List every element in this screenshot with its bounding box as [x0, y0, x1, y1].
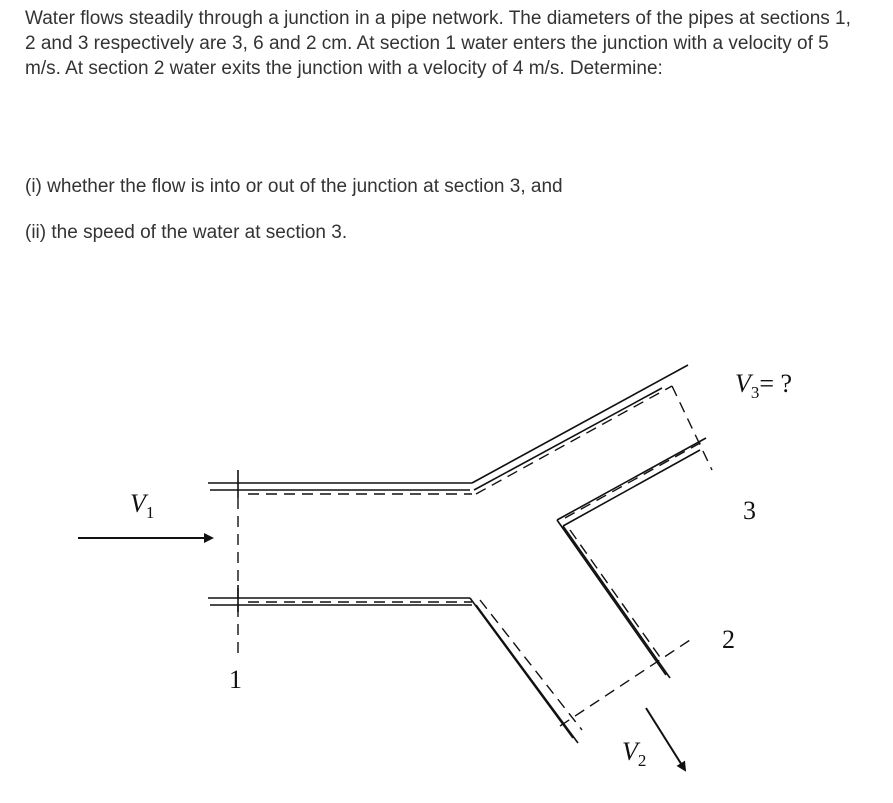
pipe2-right-wall-inner — [563, 526, 670, 678]
v3-label: $V_3=$ ? — [735, 369, 793, 402]
pipe2-right-wall-outer — [557, 520, 666, 675]
pipe3-lower-centerline — [565, 442, 702, 518]
v1-label: $V_1$ — [130, 489, 155, 522]
v2-label: $V_2$ — [622, 737, 647, 770]
section1-label: 1 — [229, 665, 242, 694]
question-part-i: (i) whether the flow is into or out of the junction at section 3, and — [25, 176, 563, 197]
pipe2-left-centerline — [480, 600, 582, 730]
section3-cut-line — [672, 386, 712, 470]
v2-flow-arrow — [646, 708, 685, 770]
section2-cut-line — [560, 640, 690, 726]
pipe2-left-wall-inner — [476, 605, 578, 743]
pipe3-upper-wall-inner — [474, 388, 662, 490]
section3-label: 3 — [743, 496, 756, 525]
question-part-ii: (ii) the speed of the water at section 3. — [25, 222, 348, 243]
pipe2-right-centerline — [570, 530, 662, 660]
problem-statement: Water flows steadily through a junction in a pipe network. The diameters of the pipes at sections 1, 2 and 3 respectively are 3, 6 and 2 cm. At section 1 water enters the junction with a velocity of 5 m/s. At section 2 water exits the junction with a velocity of 4 m/s. Determine: — [25, 8, 851, 79]
pipe3-lower-wall-inner — [563, 450, 700, 526]
section2-label: 2 — [722, 625, 735, 654]
pipe3-lower-wall-outer — [557, 438, 706, 520]
pipe3-upper-centerline — [476, 386, 672, 494]
